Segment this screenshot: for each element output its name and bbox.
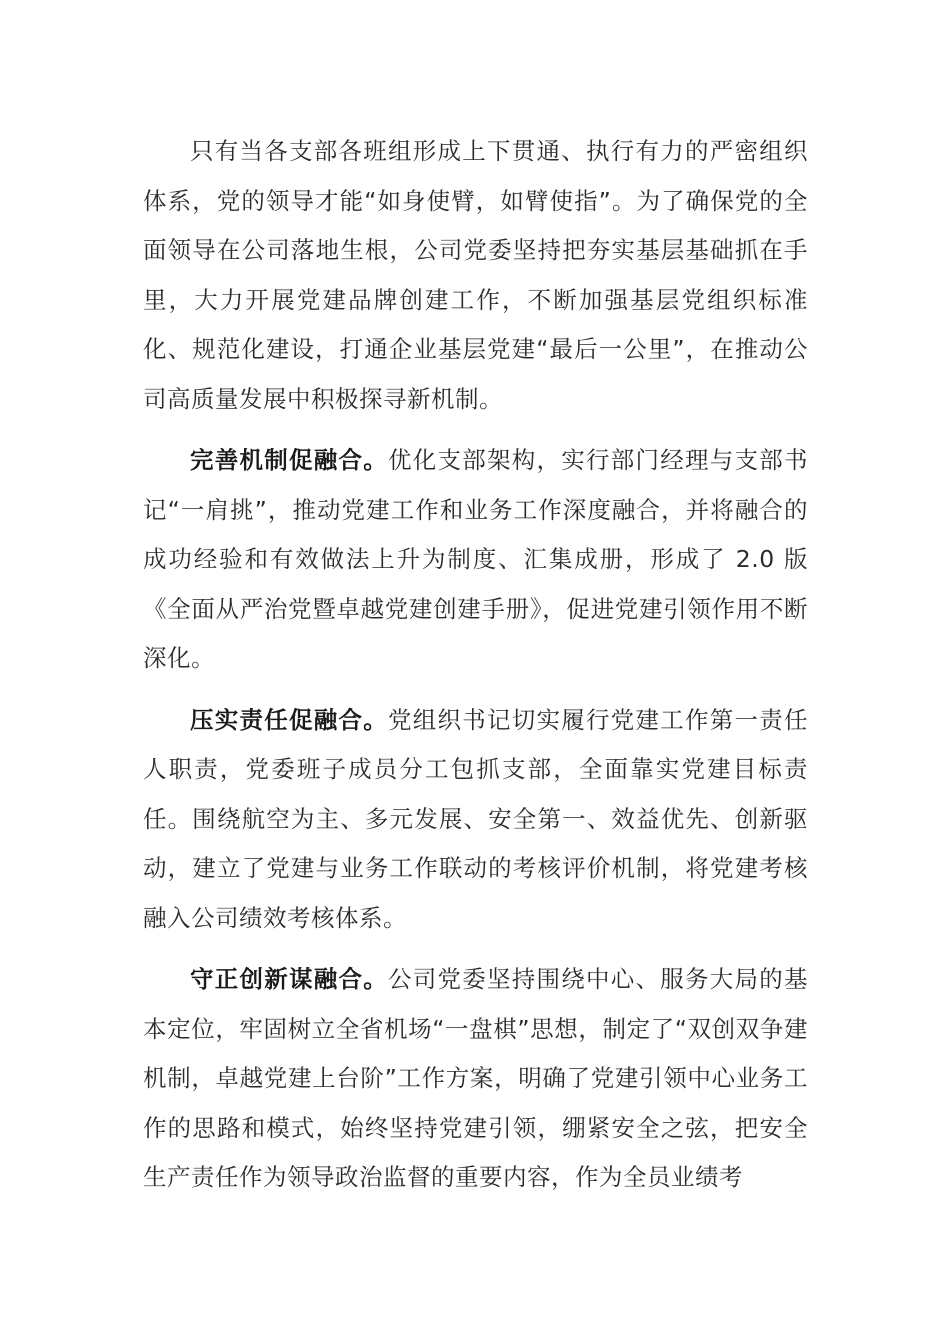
paragraph-lead: 压实责任促融合。 [190,705,388,734]
paragraph-text: 只有当各支部各班组形成上下贯通、执行有力的严密组织体系，党的领导才能“如身使臂，如臂使指”。为了确保党的全面领导在公司落地生根，公司党委坚持把夯实基层基础抓在手里，大力开展党建品牌创建工作，不断加强基层党组织标准化、规范化建设，打通企业基层党建“最后一公里”，在推动公司高质量发展中积极探寻新机制。 [143,137,808,413]
paragraph-lead: 完善机制促融合。 [190,446,388,474]
paragraph-innovation [143,955,808,1203]
paragraph-text: 公司党委坚持围绕中心、服务大局的基本定位，牢固树立全省机场“一盘棋”思想，制定了“双创双争建机制，卓越党建上台阶”工作方案，明确了党建引领中心业务工作的思路和模式，始终坚持党建引领，绷紧安全之弦，把安全生产责任作为领导政治监督的重要内容，作为全员业绩考 [143,965,808,1191]
paragraph-intro [143,127,808,424]
paragraph-responsibility [143,696,808,944]
paragraph-mechanism [143,436,808,684]
paragraph-lead: 守正创新谋融合。 [190,965,388,993]
document-body [143,127,808,1215]
paragraph-text: 党组织书记切实履行党建工作第一责任人职责，党委班子成员分工包抓支部，全面靠实党建目标责任。围绕航空为主、多元发展、安全第一、效益优先、创新驱动，建立了党建与业务工作联动的考核评价机制，将党建考核融入公司绩效考核体系。 [143,705,808,932]
paragraph-text: 优化支部架构，实行部门经理与支部书记“一肩挑”，推动党建工作和业务工作深度融合，并将融合的成功经验和有效做法上升为制度、汇集成册，形成了 2.0 版《全面从严治党暨卓越党建创建手册》，促进党建引领作用不断深化。 [143,446,808,672]
